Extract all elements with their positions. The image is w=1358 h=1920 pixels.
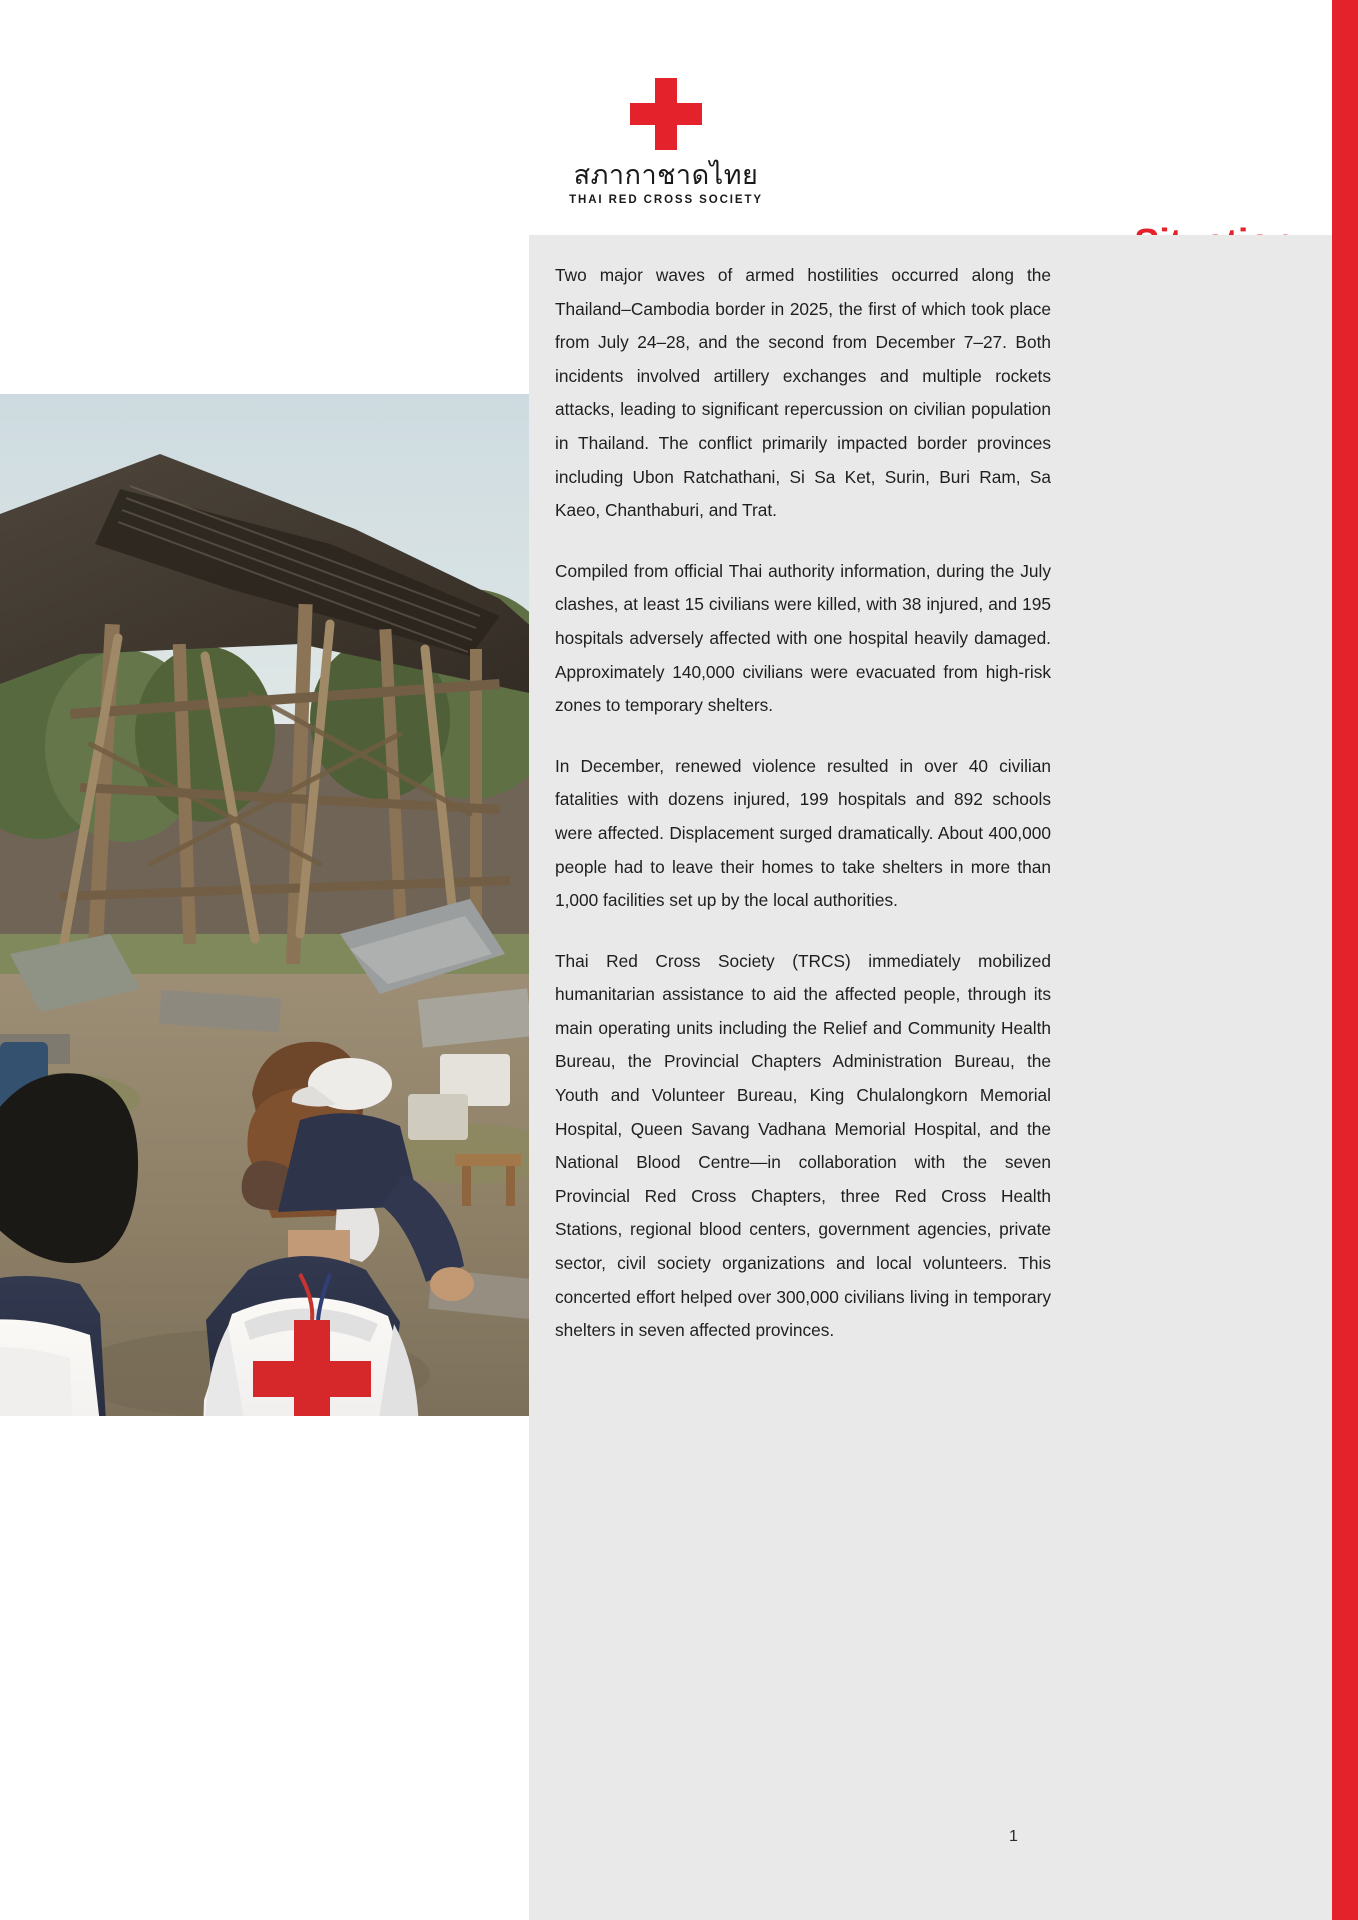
page-number: 1	[1009, 1828, 1018, 1845]
right-edge-accent-bar	[1332, 0, 1358, 1920]
body-text-container	[555, 259, 1051, 1348]
thai-red-cross-logo	[0, 78, 1332, 206]
paragraph-1: Two major waves of armed hostilities occurred along the Thailand–Cambodia border in 2025, the first of which took place from July 24–28, and the second from December 7–27. Both incidents involved artillery exchanges and multiple rockets attacks, leading to significant repercussion on civilian population in Thailand. The conflict primarily impacted border provinces including Ubon Ratchathani, Si Sa Ket, Surin, Buri Ram, Sa Kaeo, Chanthaburi, and Trat.	[555, 265, 1051, 521]
situation-photograph	[0, 394, 534, 1416]
paragraph-3: In December, renewed violence resulted in over 40 civilian fatalities with dozens injured, 199 hospitals and 892 schools were affected. Displacement surged dramatically. About 400,000 people had to leave their homes to take shelters in more than 1,000 facilities set up by the local authorities.	[555, 755, 1051, 911]
logo-english-name: THAI RED CROSS SOCIETY	[569, 194, 763, 207]
red-cross-icon	[630, 78, 702, 150]
situation-text-panel	[529, 235, 1332, 1920]
paragraph-4: Thai Red Cross Society (TRCS) immediately mobilized humanitarian assistance to aid the affected people, through its main operating units including the Relief and Community Health Bureau, the Provincial Chapters Administration Bureau, the Youth and Volunteer Bureau, King Chulalongkorn Memorial Hospital, Queen Savang Vadhana Memorial Hospital, and the National Blood Centre—in collaboration with the seven Provincial Red Cross Chapters, three Red Cross Health Stations, regional blood centers, government agencies, private sector, civil society organizations and local volunteers. This concerted effort helped over 300,000 civilians living in temporary shelters in seven affected provinces.	[555, 950, 1051, 1341]
paragraph-2: Compiled from official Thai authority information, during the July clashes, at least 15 civilians were killed, with 38 injured, and 195 hospitals adversely affected with one hospital heavily damaged. Approximately 140,000 civilians were evacuated from high-risk zones to temporary shelters.	[555, 560, 1051, 716]
logo-thai-name: สภากาชาดไทย	[573, 160, 759, 191]
